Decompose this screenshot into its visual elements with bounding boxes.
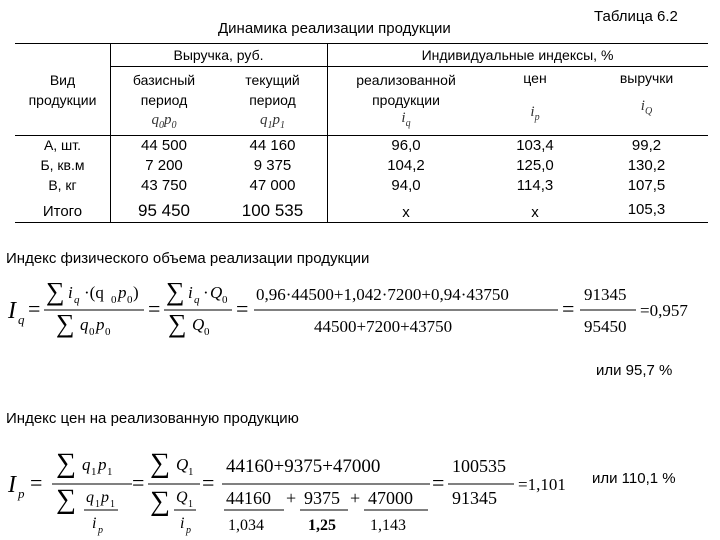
svg-text:p: p [186,525,191,536]
svg-text:+: + [286,488,297,508]
svg-text:Q: Q [210,283,223,302]
svg-text:i: i [92,515,97,532]
svg-text:q: q [194,294,200,306]
svg-text:1: 1 [188,499,193,510]
svg-text:∑: ∑ [150,448,170,479]
cell-base: 44 500 [141,137,187,154]
section1-or-text: или 95,7 % [596,362,673,379]
table-number: Таблица 6.2 [594,8,678,25]
svg-text:∑: ∑ [56,309,75,338]
svg-text:Q: Q [176,489,188,506]
svg-text:1: 1 [95,499,100,510]
svg-text:1,034: 1,034 [228,517,264,534]
svg-text:p: p [96,315,105,334]
total-product: Итого [42,203,83,220]
svg-text:=0,957: =0,957 [640,301,688,320]
cell-ip: 103,4 [516,137,554,154]
svg-text:95450: 95450 [584,317,627,336]
svg-text:0: 0 [105,326,111,338]
group-header-revenue: Выручка, руб. [173,47,264,63]
section2-heading: Индекс цен на реализованную продукцию [6,410,299,427]
svg-text:=: = [148,296,161,321]
svg-text:I: I [8,298,16,324]
svg-text:1: 1 [107,466,113,478]
symbol-current: $q_1p_1$ [260,112,285,131]
svg-text:91345: 91345 [584,285,627,304]
column-header-revenue: выручки [619,70,674,86]
svg-text:p: p [18,486,25,501]
svg-text:1: 1 [91,466,97,478]
symbol-realized: $i_q$ [401,110,411,129]
cell-product: В, кг [48,177,77,193]
svg-text:Q: Q [192,315,205,334]
cell-current: 9 375 [253,157,292,174]
svg-text:q: q [74,294,80,306]
data-table [0,0,720,230]
cell-current: 44 160 [249,137,296,154]
svg-text:∑: ∑ [168,309,187,338]
svg-text:0: 0 [222,294,228,306]
total-iq: x [402,204,410,221]
total-current: 100 535 [241,201,304,220]
cell-product: Б, кв.м [40,157,85,173]
cell-ip: 125,0 [516,157,554,174]
cell-base: 43 750 [141,177,187,194]
svg-text:·: · [203,283,209,302]
cell-iQ: 107,5 [627,177,666,194]
svg-text:p: p [101,489,109,506]
svg-text:1: 1 [188,466,194,478]
svg-text:0,96·44500+1,042·7200+0,94·437: 0,96·44500+1,042·7200+0,94·43750 [256,285,509,304]
svg-text:∑: ∑ [150,486,170,517]
total-base: 95 450 [138,201,190,220]
svg-text:i: i [188,283,193,302]
symbol-prices: $i_p$ [530,104,540,123]
svg-text:9375: 9375 [304,488,340,508]
svg-text:q: q [82,455,91,474]
svg-text:q: q [80,315,89,334]
column-header-realized: реализованной продукции [356,72,456,108]
svg-text:p: p [98,525,103,536]
svg-text:∑: ∑ [56,484,76,515]
svg-text:100535: 100535 [452,456,506,476]
cell-iq: 94,0 [391,177,421,194]
group-header-indices: Индивидуальные индексы, % [421,47,614,63]
total-ip: x [531,204,539,221]
svg-text:·(q: ·(q [84,283,104,302]
column-header-base: базисный период [132,72,196,108]
svg-text:0: 0 [89,326,95,338]
svg-text:i: i [68,283,73,302]
section1-heading: Индекс физического объема реализации продукции [6,250,370,267]
svg-text:q: q [18,312,25,327]
cell-iQ: 99,2 [631,137,662,154]
cell-iq: 96,0 [391,137,421,154]
symbol-base: $q_0p_0$ [151,112,177,131]
cell-iQ: 130,2 [627,157,666,174]
cell-base: 7 200 [145,157,183,174]
svg-text:Q: Q [176,455,189,474]
svg-text:1: 1 [110,499,115,510]
svg-text:=1,101: =1,101 [518,475,566,494]
column-header-prices: цен [523,70,547,86]
svg-text:0: 0 [127,294,133,306]
svg-text:=: = [432,470,445,495]
page-title: Динамика реализации продукции [218,20,451,37]
svg-text:=: = [30,470,43,495]
volume-index-formula [0,272,720,342]
svg-text:+: + [350,488,361,508]
cell-product: А, шт. [43,137,82,153]
svg-text:=: = [236,296,249,321]
cell-iq: 104,2 [387,157,425,174]
price-index-formula [0,438,720,538]
svg-text:p: p [98,455,107,474]
svg-text:1,25: 1,25 [308,517,336,534]
svg-text:∑: ∑ [56,448,76,479]
svg-text:I: I [8,472,16,498]
section2-or-text: или 110,1 % [592,470,676,487]
svg-text:44160+9375+47000: 44160+9375+47000 [226,456,381,477]
cell-current: 47 000 [249,177,296,194]
svg-text:i: i [180,515,185,532]
svg-text:∑: ∑ [166,277,185,306]
svg-text:91345: 91345 [452,488,497,508]
symbol-revenue: $i_Q$ [640,98,653,117]
total-iQ: 105,3 [627,201,666,218]
svg-text:=: = [28,296,41,321]
svg-text:0: 0 [204,326,210,338]
column-header-product: Вид продукции [28,72,97,108]
svg-text:=: = [562,296,575,321]
column-header-current: текущий период [245,72,300,108]
svg-text:∑: ∑ [46,277,65,306]
svg-text:=: = [132,470,145,495]
svg-text:44500+7200+43750: 44500+7200+43750 [314,317,453,336]
svg-text:47000: 47000 [368,488,413,508]
svg-text:0: 0 [111,294,117,306]
svg-text:1,143: 1,143 [370,517,406,534]
cell-ip: 114,3 [516,177,554,194]
svg-text:p: p [118,283,127,302]
svg-text:44160: 44160 [226,488,271,508]
svg-text:q: q [86,489,94,506]
svg-text:): ) [133,283,139,302]
svg-text:=: = [202,470,215,495]
